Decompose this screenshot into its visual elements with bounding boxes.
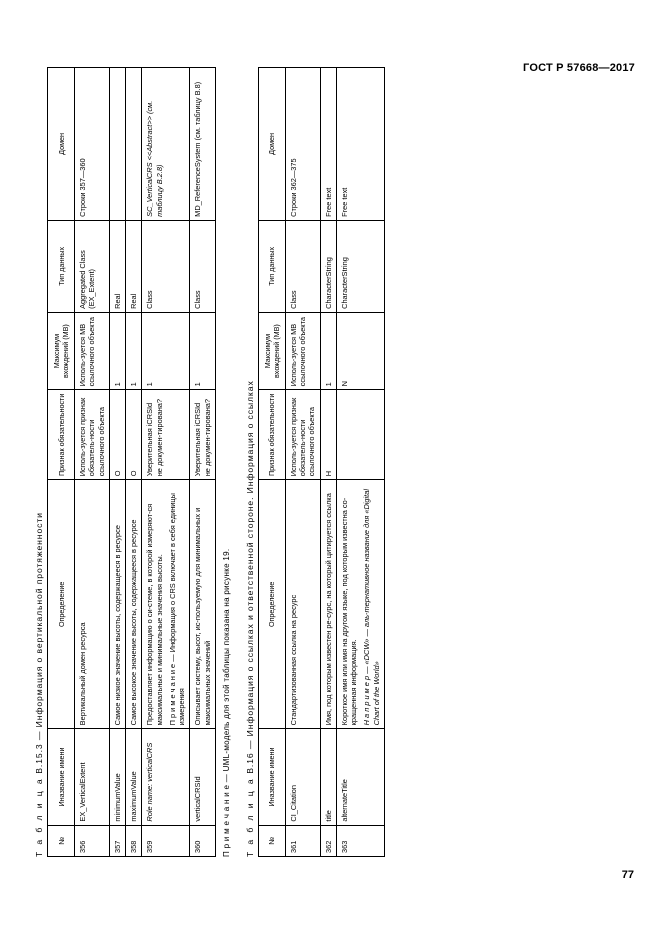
cell-max: N <box>336 312 384 389</box>
cell-name: title <box>320 729 336 825</box>
table-b16 <box>258 67 385 857</box>
table-b153-col-obligation: Признак обязательности <box>48 390 75 480</box>
cell-max: 1 <box>142 312 190 389</box>
cell-domain: MD_ReferenceSystem (см. таблицу В.8) <box>190 68 216 221</box>
table-b16-col-max: Максимум вхождений (МВ) <box>258 312 285 389</box>
cell-obligation: Н <box>320 390 336 480</box>
table-b16-caption <box>245 67 255 857</box>
table-b16-col-domain: Домен <box>258 68 285 221</box>
table-b16-col-definition: Определение <box>258 480 285 729</box>
cell-definition: Самое высокое значение высоты, содержащееся в ресурсе <box>126 480 142 729</box>
cell-definition <box>336 480 384 729</box>
cell-definition-text: Короткое имя или имя на другом языке, под которым известна со-кращенная информация. <box>339 497 358 726</box>
cell-obligation: Уверительная iCRSId не докумен-тирована? <box>190 390 216 480</box>
table-row <box>142 68 190 857</box>
cell-datatype: Real <box>109 220 125 312</box>
cell-definition: Самое низкое значение высоты, содержащееся в ресурсе <box>109 480 125 729</box>
cell-num: 359 <box>142 825 190 856</box>
table-row <box>126 68 142 857</box>
cell-definition: Стандартизованная ссылка на ресурс <box>285 480 320 729</box>
cell-definition: Описывает систему, высот, ис-пользуемую для минимальных и максимальных значений <box>190 480 216 729</box>
table-b153-header-row <box>48 68 75 857</box>
cell-domain <box>109 68 125 221</box>
cell-definition-note: П р и м е ч а н и е — Информация о CRS включает в себя единицы измерения <box>167 493 186 726</box>
table-b16-col-name: Иназвание имени <box>258 729 285 825</box>
cell-datatype: CharacterString <box>320 220 336 312</box>
table-b153-col-max: Максимум вхождений (МВ) <box>48 312 75 389</box>
table-b153-col-definition: Определение <box>48 480 75 729</box>
table-b153-col-name: Иназвание имени <box>48 729 75 825</box>
cell-datatype: CharacterString <box>336 220 384 312</box>
table-b153-caption-number: В.15.3 <box>34 743 44 774</box>
cell-definition-text: Предоставляет информацию о си-стеме, в которой измеряют-ся максимальные и минимальные значения высоты. <box>145 503 164 726</box>
cell-datatype: Class <box>190 220 216 312</box>
cell-num: 358 <box>126 825 142 856</box>
table-b16-col-datatype: Тип данных <box>258 220 285 312</box>
table-b16-caption-dash: — <box>244 739 255 750</box>
cell-max: Исполь-зуется МВ ссылочного объекта <box>285 312 320 389</box>
cell-num: 361 <box>285 825 320 856</box>
table-b153-caption <box>34 67 44 857</box>
cell-obligation <box>336 390 384 480</box>
table-row <box>190 68 216 857</box>
cell-datatype: Class <box>142 220 190 312</box>
cell-domain: Строки 362—375 <box>285 68 320 221</box>
cell-definition: Вертикальный домен ресурса <box>75 480 110 729</box>
cell-max: 1 <box>109 312 125 389</box>
cell-name: CI_Citation <box>285 729 320 825</box>
cell-obligation: Исполь-зуется признак обязатель-ности ссылочного объекта <box>75 390 110 480</box>
cell-obligation: О <box>109 390 125 480</box>
cell-domain: Строки 357—360 <box>75 68 110 221</box>
cell-num: 357 <box>109 825 125 856</box>
table-b153 <box>47 67 216 857</box>
table-b16-caption-prefix: Т а б л и ц а <box>244 777 255 857</box>
table-b153-col-num: № <box>48 825 75 856</box>
table-row <box>336 68 384 857</box>
cell-definition: Имя, под которым известен ре-сурс, на который цитируется ссылка <box>320 480 336 729</box>
cell-max: 1 <box>126 312 142 389</box>
standard-number: ГОСТ Р 57668—2017 <box>523 62 635 74</box>
table-row <box>75 68 110 857</box>
table-b153-note: П р и м е ч а н и е — UML-модель для этой таблицы показана на рисунке 19. <box>221 548 231 857</box>
cell-max: 1 <box>320 312 336 389</box>
table-row <box>320 68 336 857</box>
table-b153-caption-dash: — <box>34 730 44 741</box>
cell-name: EX_VerticalExtent <box>75 729 110 825</box>
cell-name: alternateTitle <box>336 729 384 825</box>
cell-definition <box>142 480 190 729</box>
cell-domain: SC_VerticalCRS <<Abstract>> (см. таблицу В.2.8) <box>142 68 190 221</box>
table-row <box>109 68 125 857</box>
table-b16-col-num: № <box>258 825 285 856</box>
cell-datatype: Class <box>285 220 320 312</box>
cell-obligation: Уверительная iCRSId не докумен-тирована? <box>142 390 190 480</box>
cell-domain <box>126 68 142 221</box>
cell-num: 362 <box>320 825 336 856</box>
cell-max: 1 <box>190 312 216 389</box>
table-b16-caption-title: Информация о ссылках и ответственной стороне. Информация о ссылках <box>244 380 255 737</box>
cell-name: minimumValue <box>109 729 125 825</box>
table-row <box>285 68 320 857</box>
content-column <box>34 67 385 857</box>
cell-domain: Free text <box>320 68 336 221</box>
table-b153-col-domain: Домен <box>48 68 75 221</box>
cell-name: maximumValue <box>126 729 142 825</box>
cell-datatype: Aggregated Class (EX_Extent) <box>75 220 110 312</box>
cell-max: Исполь-зуется МВ ссылочного объекта <box>75 312 110 389</box>
cell-obligation: О <box>126 390 142 480</box>
page-number: 77 <box>621 869 634 881</box>
cell-name: verticalCRSId <box>190 729 216 825</box>
cell-definition-example: Н а п р и м е р — «DCW» — аль-тернативное название для «Digital Chart of the World» <box>362 489 381 726</box>
table-b153-col-datatype: Тип данных <box>48 220 75 312</box>
table-b153-caption-prefix: Т а б л и ц а <box>34 777 44 857</box>
cell-num: 356 <box>75 825 110 856</box>
table-b153-caption-title: Информация о вертикальной протяженности <box>34 512 44 728</box>
cell-datatype: Real <box>126 220 142 312</box>
cell-num: 360 <box>190 825 216 856</box>
cell-num: 363 <box>336 825 384 856</box>
table-b16-col-obligation: Признак обязательности <box>258 390 285 480</box>
table-b16-caption-number: В.16 <box>244 752 255 774</box>
cell-name: Role name: verticalCRS <box>142 729 190 825</box>
cell-obligation: Исполь-зуется признак обязатель-ности ссылочного объекта <box>285 390 320 480</box>
table-b16-header-row <box>258 68 285 857</box>
cell-domain: Free text <box>336 68 384 221</box>
